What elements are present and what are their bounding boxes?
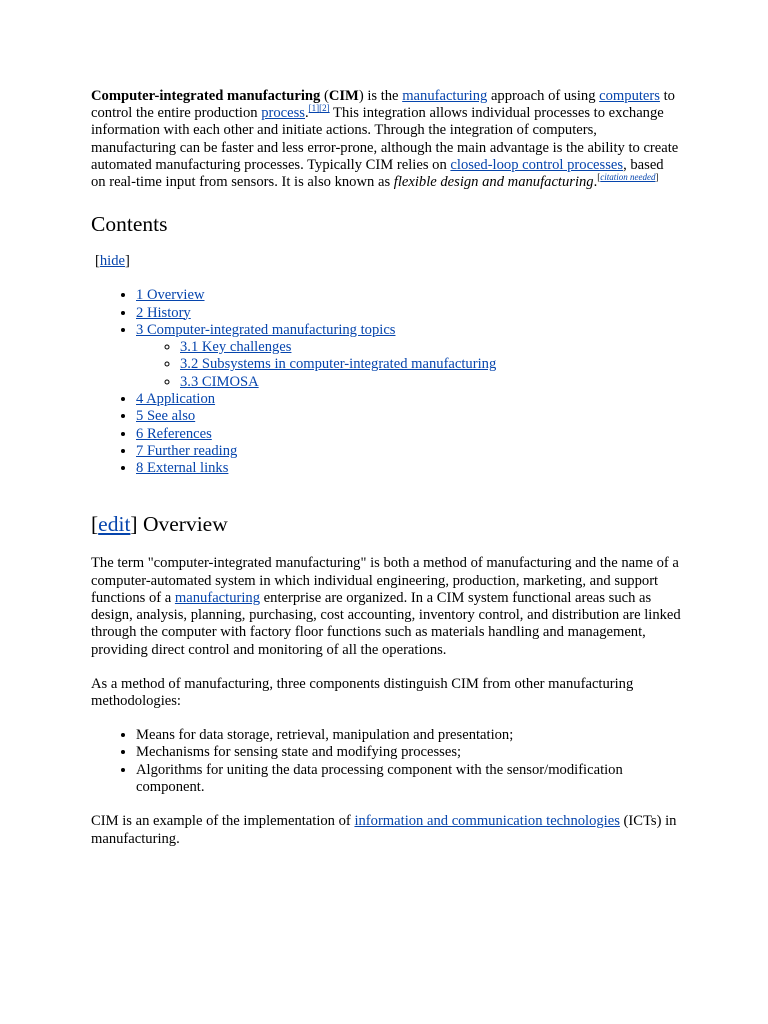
list-item: • Algorithms for uniting the data processing component with the sensor/modification component.	[136, 762, 681, 797]
intro-italic: flexible design and manufacturing	[393, 174, 594, 191]
toc-item	[136, 460, 681, 477]
intro-text-3: approach of using	[487, 88, 600, 104]
contents-heading: Contents	[91, 212, 168, 237]
intro-text-1: (	[320, 88, 329, 104]
toc-link-overview[interactable]: 1 Overview	[136, 287, 205, 304]
overview-text: enterprise are organized. In a CIM system functional areas such as design, analysis, planning, purchasing, cost accounting, inventory control, and distribution are linked through the computer with factory floor functions such as materials handling and management, providing direct control and monitoring of all the operations.	[91, 589, 681, 658]
toc-link-subsystems[interactable]: 3.2 Subsystems in computer-integrated manufacturing	[180, 356, 497, 373]
bracket-open: [	[597, 172, 601, 183]
toc-link-external-links[interactable]: 8 External links	[136, 460, 229, 477]
citation-group	[309, 103, 330, 113]
intro-text-4: to control the entire production	[91, 88, 675, 122]
citation-needed-group	[597, 172, 658, 182]
bracket-open: [	[91, 512, 99, 537]
overview-heading	[91, 511, 681, 537]
toc-link-references[interactable]: 6 References	[136, 425, 212, 442]
intro-abbr: CIM	[328, 88, 359, 104]
toc-link-key-challenges[interactable]: 3.1 Key challenges	[180, 339, 292, 356]
components-list	[91, 727, 681, 796]
toc-subitem	[180, 339, 681, 356]
intro-paragraph	[91, 88, 681, 191]
toc-list	[91, 287, 681, 477]
citation-needed-link[interactable]: citation needed	[600, 172, 656, 183]
overview-paragraph-3	[91, 813, 681, 847]
bracket-close: ]	[130, 512, 138, 537]
toc-link-see-also[interactable]: 5 See also	[136, 408, 196, 425]
list-item: • Mechanisms for sensing state and modifying processes;	[136, 744, 681, 761]
bracket-close: ]	[125, 253, 130, 270]
toc-item	[136, 443, 681, 460]
link-computers[interactable]: computers	[599, 88, 660, 104]
toc-item	[136, 287, 681, 304]
intro-text-7: , based on real-time input from sensors. It is also known as	[91, 156, 664, 191]
link-manufacturing[interactable]: manufacturing	[402, 88, 488, 104]
toc-subitem	[180, 374, 681, 391]
bracket-close: ]	[655, 172, 659, 183]
citation-2[interactable]: [2]	[319, 103, 330, 114]
link-process[interactable]: process	[261, 105, 305, 122]
article-body	[91, 88, 681, 848]
overview-paragraph-1	[91, 555, 681, 658]
link-closed-loop[interactable]: closed-loop control processes	[450, 156, 624, 173]
toc-link-application[interactable]: 4 Application	[136, 391, 216, 407]
edit-link[interactable]: edit	[98, 512, 131, 537]
toc-link-cimosa[interactable]: 3.3 CIMOSA	[180, 373, 259, 390]
citation-1[interactable]: [1]	[308, 103, 320, 114]
intro-text-8: .	[593, 174, 598, 191]
toc-sublist	[136, 339, 681, 391]
intro-term: Computer-integrated manufacturing	[91, 88, 321, 104]
intro-text-2: ) is the	[358, 88, 403, 104]
link-manufacturing-2[interactable]: manufacturing	[174, 589, 261, 606]
toc-subitem	[180, 356, 681, 373]
toc-link-cim-topics[interactable]: 3 Computer-integrated manufacturing topics	[136, 321, 396, 338]
overview-text: The term "computer-integrated manufacturing" is both a method of manufacturing and the name of a computer-automated system in which individual engineering, production, marketing, and support functions of a	[91, 555, 679, 606]
toc-toggle	[91, 253, 681, 270]
toc-item	[136, 391, 681, 408]
overview-text: CIM is an example of the implementation of	[91, 813, 355, 830]
toc-link-further-reading[interactable]: 7 Further reading	[136, 442, 238, 459]
toc-item	[136, 322, 681, 391]
toc-hide-link[interactable]: hide	[99, 253, 126, 270]
intro-text-6: This integration allows individual processes to exchange information with each other and initiate actions. Through the integration of computers, manufacturing can be faster and less error-prone, although the main advantage is the ability to create automated manufacturing processes. Typically CIM relies on	[91, 105, 679, 173]
link-ict[interactable]: information and communication technologies	[354, 813, 620, 830]
overview-heading-text: Overview	[137, 512, 228, 537]
toc-item	[136, 305, 681, 322]
toc-item	[136, 426, 681, 443]
toc-link-history[interactable]: 2 History	[136, 304, 191, 321]
overview-paragraph-2: As a method of manufacturing, three components distinguish CIM from other manufacturing methodologies:	[91, 675, 634, 709]
overview-text: (ICTs) in manufacturing.	[91, 813, 677, 847]
toc-item	[136, 408, 681, 425]
bracket-open: [	[95, 253, 100, 270]
intro-text-5: .	[305, 105, 309, 122]
list-item: • Means for data storage, retrieval, manipulation and presentation;	[136, 727, 681, 744]
